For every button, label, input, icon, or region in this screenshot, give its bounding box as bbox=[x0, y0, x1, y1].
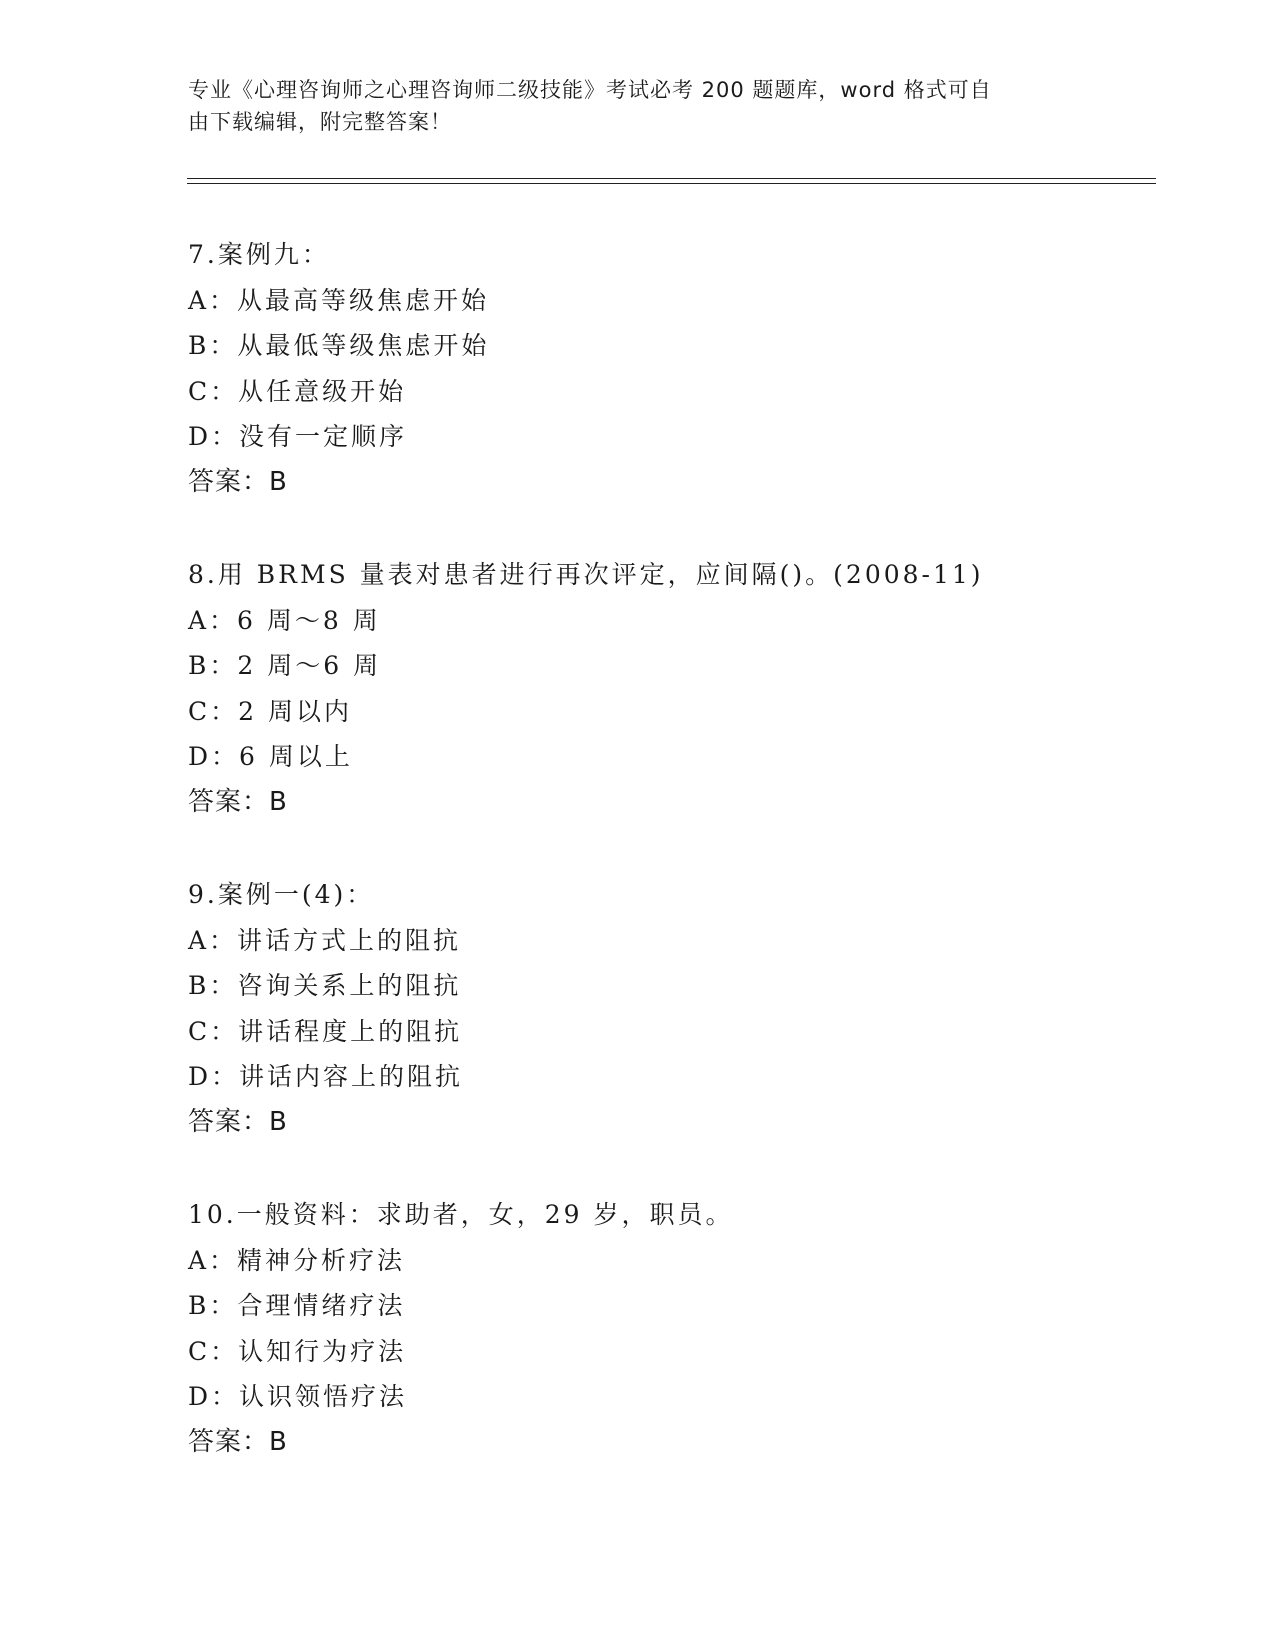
option-d: D：讲话内容上的阻抗 bbox=[188, 1062, 464, 1091]
question-stem: 9.案例一(4)： bbox=[188, 880, 375, 909]
option-a: A：精神分析疗法 bbox=[188, 1245, 406, 1275]
header-rule-top bbox=[187, 178, 1156, 179]
option-c: C：2 周以内 bbox=[188, 696, 352, 726]
option-a: A：讲话方式上的阻抗 bbox=[188, 925, 462, 955]
question-stem: 8.用 BRMS 量表对患者进行再次评定，应间隔()。(2008-11) bbox=[188, 560, 984, 589]
option-b: B：从最低等级焦虑开始 bbox=[188, 331, 490, 360]
option-c: C：认知行为疗法 bbox=[188, 1336, 407, 1366]
answer-line: 答案：B bbox=[188, 786, 288, 817]
question-9 bbox=[188, 872, 1148, 1192]
question-stem: 10.一般资料：求助者，女，29 岁，职员。 bbox=[188, 1200, 734, 1229]
header-line-1: 专业《心理咨询师之心理咨询师二级技能》考试必考 200 题题库，word 格式可自 bbox=[188, 78, 992, 102]
option-c: C：讲话程度上的阻抗 bbox=[188, 1016, 463, 1046]
answer-line: 答案：B bbox=[188, 1106, 288, 1137]
option-b: B：合理情绪疗法 bbox=[188, 1291, 406, 1320]
answer-line: 答案：B bbox=[188, 466, 288, 497]
option-d: D：6 周以上 bbox=[188, 742, 353, 771]
option-b: B：咨询关系上的阻抗 bbox=[188, 971, 462, 1000]
option-d: D：没有一定顺序 bbox=[188, 422, 408, 451]
question-stem: 7.案例九： bbox=[188, 240, 330, 269]
option-d: D：认识领悟疗法 bbox=[188, 1382, 408, 1411]
header-line-2: 由下载编辑，附完整答案！ bbox=[188, 110, 452, 134]
option-a: A：6 周～8 周 bbox=[188, 605, 381, 635]
question-7 bbox=[188, 232, 1148, 552]
question-list bbox=[188, 232, 1148, 1512]
answer-line: 答案：B bbox=[188, 1426, 288, 1457]
option-b: B：2 周～6 周 bbox=[188, 651, 382, 680]
question-10 bbox=[188, 1192, 1148, 1512]
header-rule-bottom bbox=[187, 183, 1156, 184]
option-c: C：从任意级开始 bbox=[188, 376, 407, 406]
document-header bbox=[188, 74, 1068, 138]
option-a: A：从最高等级焦虑开始 bbox=[188, 285, 490, 315]
question-8 bbox=[188, 552, 1148, 872]
